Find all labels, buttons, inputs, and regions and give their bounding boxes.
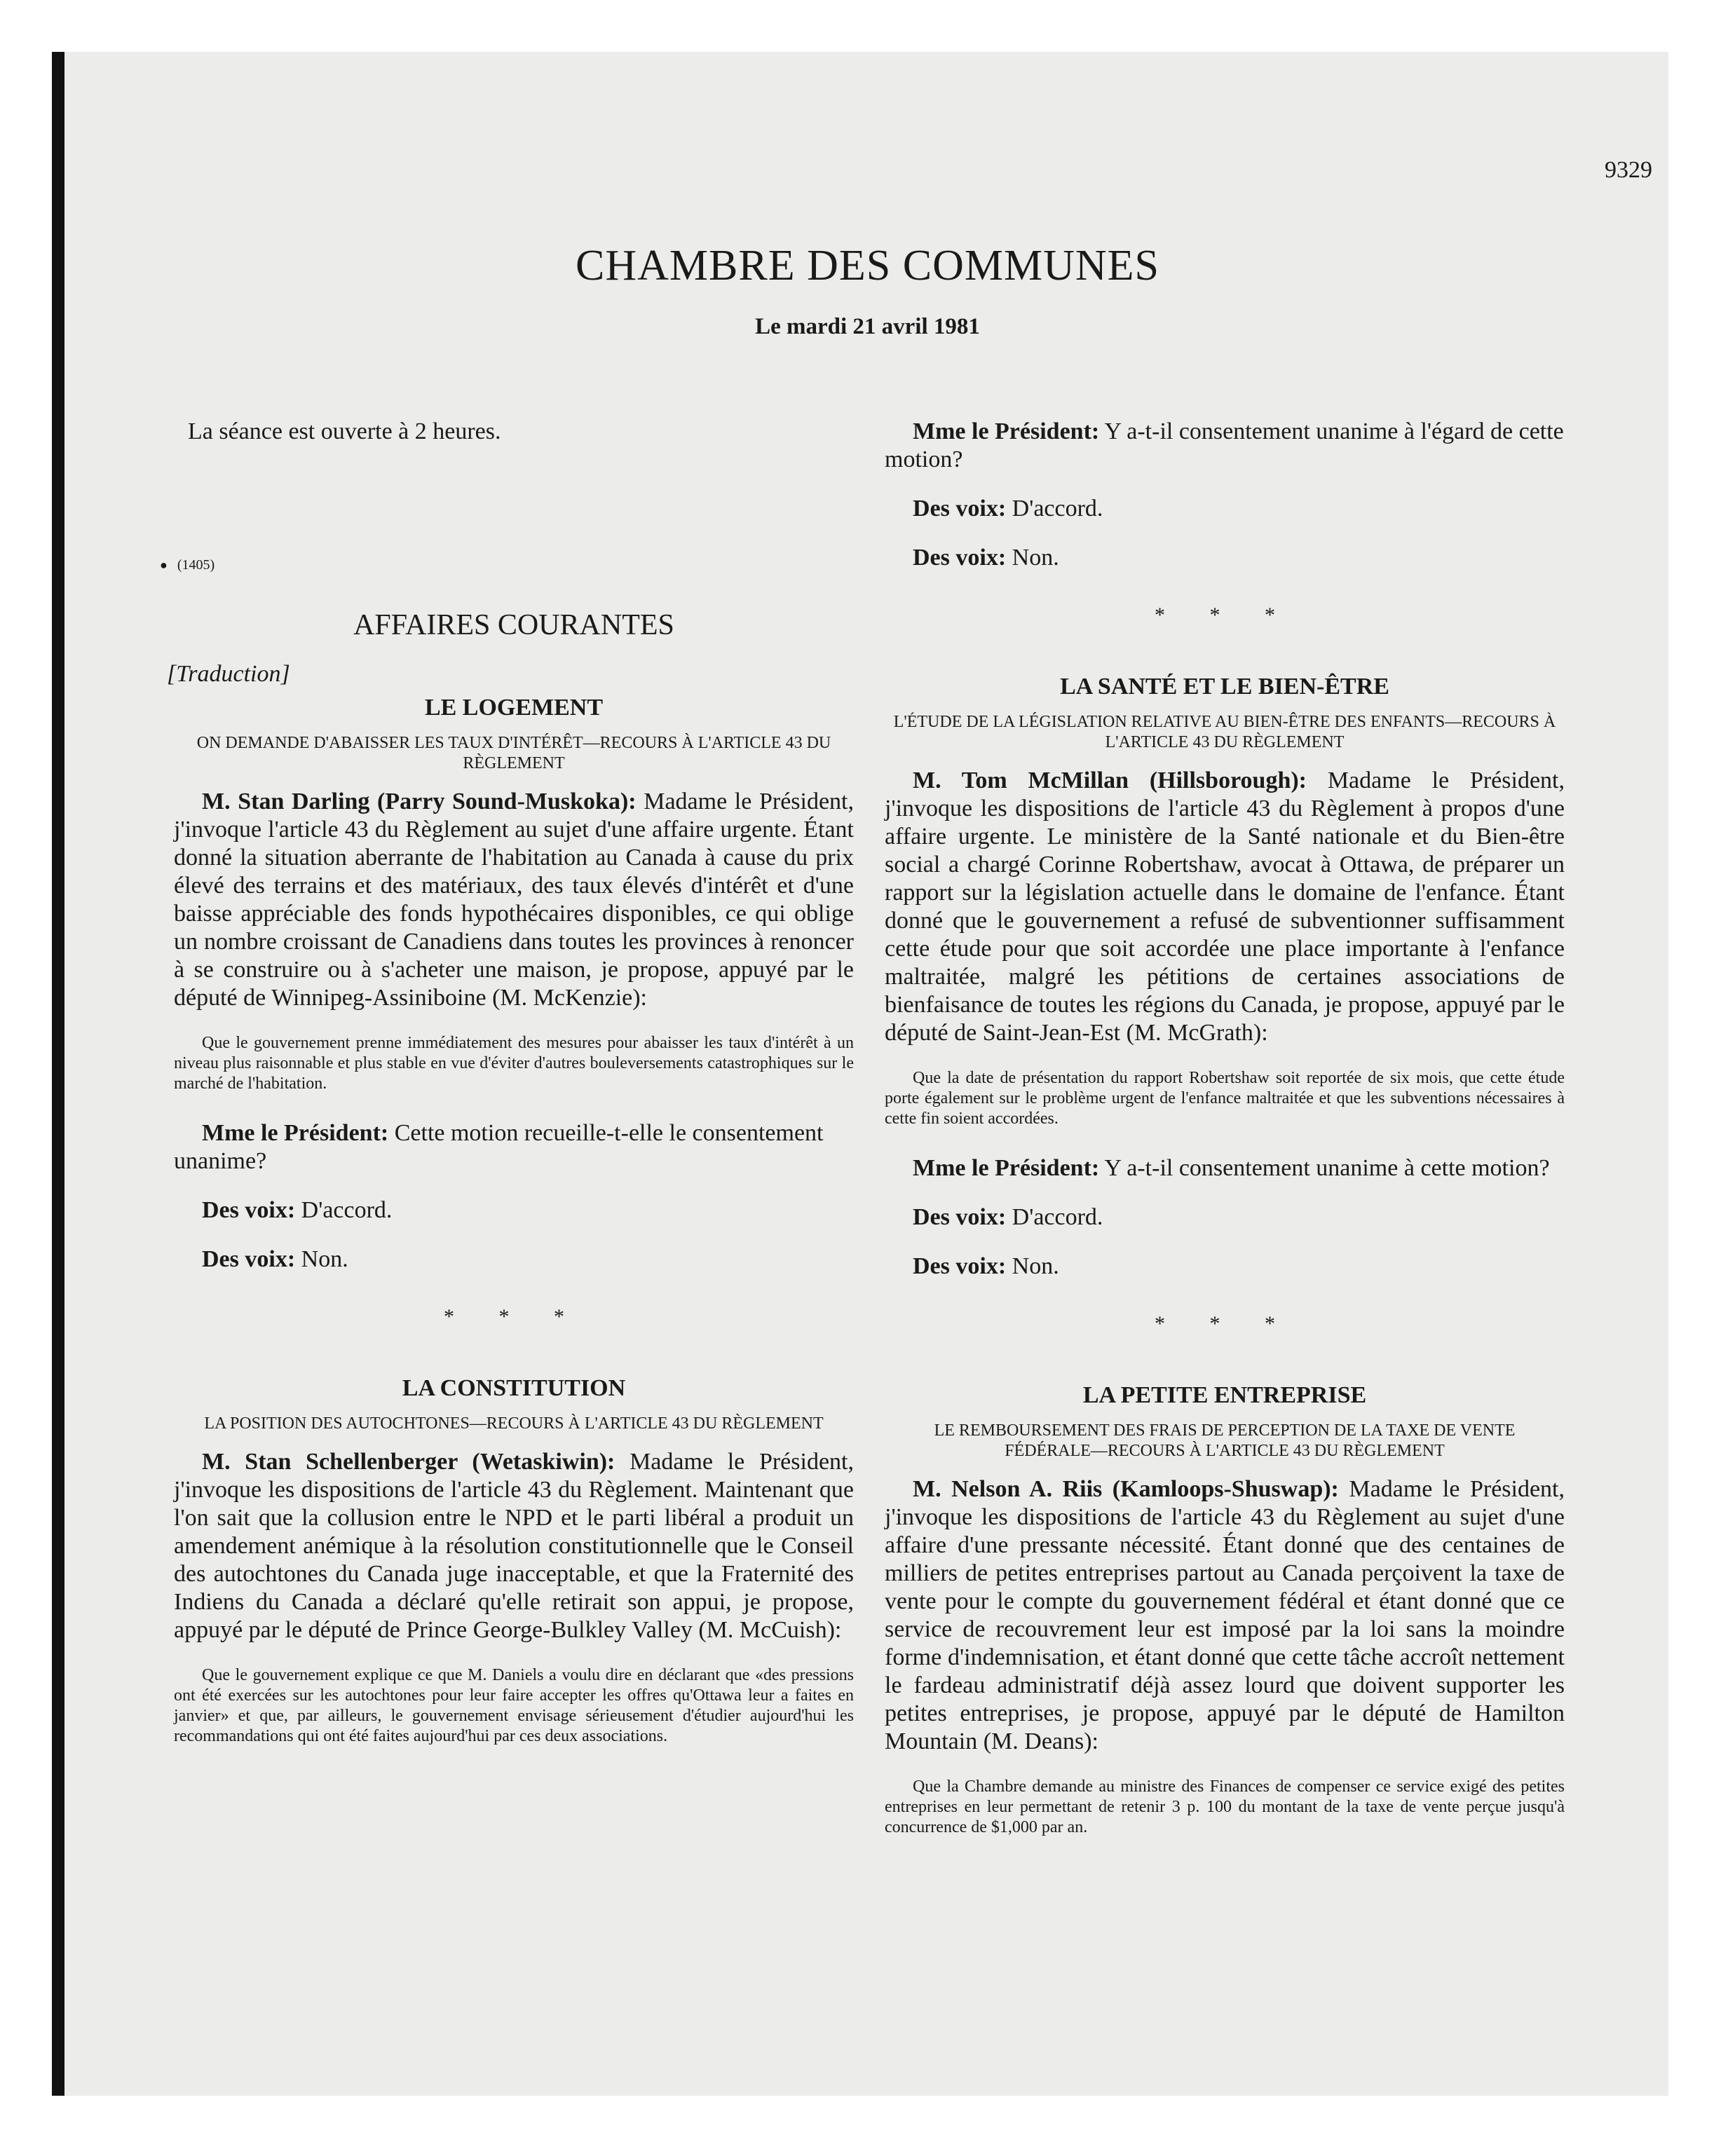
speaker-name: Des voix:: [913, 545, 1007, 571]
speech-text: Madame le Président, j'invoque les dispositions de l'article 43 du Règlement à propos d'une affaire urgente. Le ministère de la Santé nationale et du Bien-être social a chargé Corinne Robertshaw, avocat à Ottawa, de préparer un rapport sur la législation actuelle dans le domaine de l'enfance. Étant donné que le gouvernement a refusé de subventionner suffisamment cette étude pour que soit accordée une place importante à l'enfance maltraitée, malgré les pétitions de certaines associations de bienfaisance de toutes les régions du Canada, je propose, appuyé par le député de Saint-Jean-Est (M. McGrath):: [885, 767, 1565, 1046]
speech-schellenberger: [174, 1448, 854, 1644]
speech-text: Madame le Président, j'invoque l'article 43 du Règlement au sujet d'une affaire urgente. Étant donné la situation aberrante de l'habitation au Canada à cause du prix élevé des terrains et des matériaux, des taux élevés d'intérêt et d'une baisse appréciable des fonds hypothécaires disponibles, ce qui oblige un nombre croissant de Canadiens dans toutes les provinces à renoncer à se construire ou à s'acheter une maison, je propose, appuyé par le député de Winnipeg-Assiniboine (M. McKenzie):: [174, 789, 855, 1011]
section-subtitle-small-business: LE REMBOURSEMENT DES FRAIS DE PERCEPTION DE LA TAXE DE VENTE FÉDÉRALE—RECOURS À L'ARTICLE 43 DU RÈGLEMENT: [934, 1421, 1516, 1460]
voices-no: [885, 544, 1565, 572]
section-subtitle-housing: ON DEMANDE D'ABAISSER LES TAUX D'INTÉRÊT—RECOURS À L'ARTICLE 43 DU RÈGLEMENT: [196, 734, 831, 772]
speech-mcmillan: [885, 767, 1565, 1047]
voices-no-text: Non.: [1006, 1253, 1059, 1279]
sitting-opening: La séance est ouverte à 2 heures.: [188, 418, 501, 444]
chair-question: [885, 1154, 1565, 1182]
voices-yes-text: D'accord.: [1006, 496, 1103, 521]
bullet-icon: ●: [160, 558, 168, 572]
section-title-health: LA SANTÉ ET LE BIEN-ÊTRE: [1060, 674, 1389, 700]
speaker-name: M. Nelson A. Riis (Kamloops-Shuswap):: [913, 1476, 1339, 1502]
voices-yes: [885, 495, 1565, 523]
speaker-name: Mme le Président:: [913, 1155, 1100, 1181]
speaker-name: Mme le Président:: [913, 418, 1100, 444]
speech-text: Madame le Président, j'invoque les dispositions de l'article 43 du Règlement. Maintenant que l'on sait que la collusion entre le NPD et le parti libéral a produit un amendement anémique à la résolution constitutionnelle que le Conseil des autochtones du Canada juge inacceptable, et que la Fraternité des Indiens du Canada a déclaré qu'elle retirait son appui, je propose, appuyé par le député de Prince George-Bulkley Valley (M. McCuish):: [174, 1449, 854, 1643]
time-marker: [160, 551, 854, 579]
speaker-name: Des voix:: [202, 1197, 296, 1223]
section-separator: * * *: [444, 1305, 584, 1328]
speaker-name: M. Tom McMillan (Hillsborough):: [913, 767, 1307, 793]
voices-yes: [885, 1203, 1565, 1231]
speech-darling: [174, 788, 854, 1012]
motion-text-small-business: Que la Chambre demande au ministre des Finances de compenser ce service exigé des petites entreprises en leur permettant de retenir 3 p. 100 du montant de la taxe de vente perçue jusqu'à concurrence de $1,000 par an.: [885, 1778, 1565, 1836]
section-separator: * * *: [1155, 603, 1295, 627]
voices-no: [174, 1246, 854, 1274]
motion-text-housing: Que le gouvernement prenne immédiatement des mesures pour abaisser les taux d'intérêt à un niveau plus raisonnable et plus stable en vue d'éviter d'autres bouleversements catastrophiques sur le marché de l'habitation.: [174, 1034, 854, 1093]
speaker-name: Des voix:: [913, 496, 1007, 521]
chair-question-text: Y a-t-il consentement unanime à l'égard de cette motion?: [885, 418, 1564, 472]
speech-text: Madame le Président, j'invoque les dispositions de l'article 43 du Règlement au sujet d'une affaire d'une pressante nécessité. Étant donné que des centaines de milliers de petites entreprises partout au Canada perçoivent la taxe de vente pour le compte du gouvernement fédéral et étant donné que ce service de recouvrement leur est imposé par la loi sans la moindre forme d'indemnisation, et étant donné que cette tâche accroît nettement le fardeau administratif déjà assez lourd que doivent supporter les petites entreprises, je propose, appuyé par le député de Hamilton Mountain (M. Deans):: [885, 1476, 1565, 1754]
speaker-name: Des voix:: [913, 1253, 1007, 1279]
voices-yes-text: D'accord.: [295, 1197, 393, 1223]
voices-no: [885, 1253, 1565, 1281]
chair-question-text: Cette motion recueille-t-elle le consentement unanime?: [174, 1120, 824, 1174]
section-title-constitution: LA CONSTITUTION: [402, 1375, 626, 1401]
rubric-heading: AFFAIRES COURANTES: [353, 609, 674, 641]
speaker-name: Des voix:: [202, 1246, 296, 1272]
speech-riis: [885, 1475, 1565, 1756]
scan-border: [52, 52, 64, 2096]
voices-yes-text: D'accord.: [1006, 1204, 1103, 1230]
sitting-date: Le mardi 21 avril 1981: [755, 314, 980, 339]
section-title-housing: LE LOGEMENT: [424, 695, 604, 721]
chair-question: [174, 1119, 854, 1175]
motion-text-health: Que la date de présentation du rapport Robertshaw soit reportée de six mois, que cette étude porte également sur le problème urgent de l'enfance maltraitée et que les subventions nécessaires à cette fin soient accordées.: [885, 1069, 1565, 1128]
chair-question: [885, 418, 1565, 474]
speaker-name: M. Stan Schellenberger (Wetaskiwin):: [202, 1449, 615, 1475]
section-subtitle-health: L'ÉTUDE DE LA LÉGISLATION RELATIVE AU BIEN-ÊTRE DES ENFANTS—RECOURS À L'ARTICLE 43 DU RÈGLEMENT: [893, 713, 1556, 751]
voices-no-text: Non.: [295, 1246, 348, 1272]
time-marker-text: (1405): [177, 557, 215, 573]
section-title-small-business: LA PETITE ENTREPRISE: [1082, 1382, 1367, 1408]
section-separator: * * *: [1155, 1312, 1295, 1335]
left-column: [160, 418, 855, 1772]
speaker-name: Mme le Président:: [202, 1120, 389, 1146]
translation-note: [Traduction]: [167, 661, 290, 687]
speaker-name: Des voix:: [913, 1204, 1007, 1230]
speaker-name: M. Stan Darling (Parry Sound-Muskoka):: [202, 789, 637, 814]
masthead-title: CHAMBRE DES COMMUNES: [575, 242, 1160, 289]
voices-yes: [174, 1196, 854, 1224]
voices-no-text: Non.: [1006, 545, 1059, 571]
right-column: [885, 418, 1565, 1863]
motion-text-constitution: Que le gouvernement explique ce que M. Daniels a voulu dire en déclarant que «des pressions ont été exercées sur les autochtones pour leur faire accepter les offres qu'Ottawa leur a faites en janvier» et que, par ailleurs, le gouvernement envisage sérieusement d'étudier aujourd'hui les recommandations qui ont été faites aujourd'hui par ces deux associations.: [174, 1666, 854, 1745]
chair-question-text: Y a-t-il consentement unanime à cette motion?: [1099, 1155, 1550, 1181]
section-subtitle-constitution: LA POSITION DES AUTOCHTONES—RECOURS À L'ARTICLE 43 DU RÈGLEMENT: [204, 1414, 824, 1433]
page-number: 9329: [1605, 157, 1652, 183]
